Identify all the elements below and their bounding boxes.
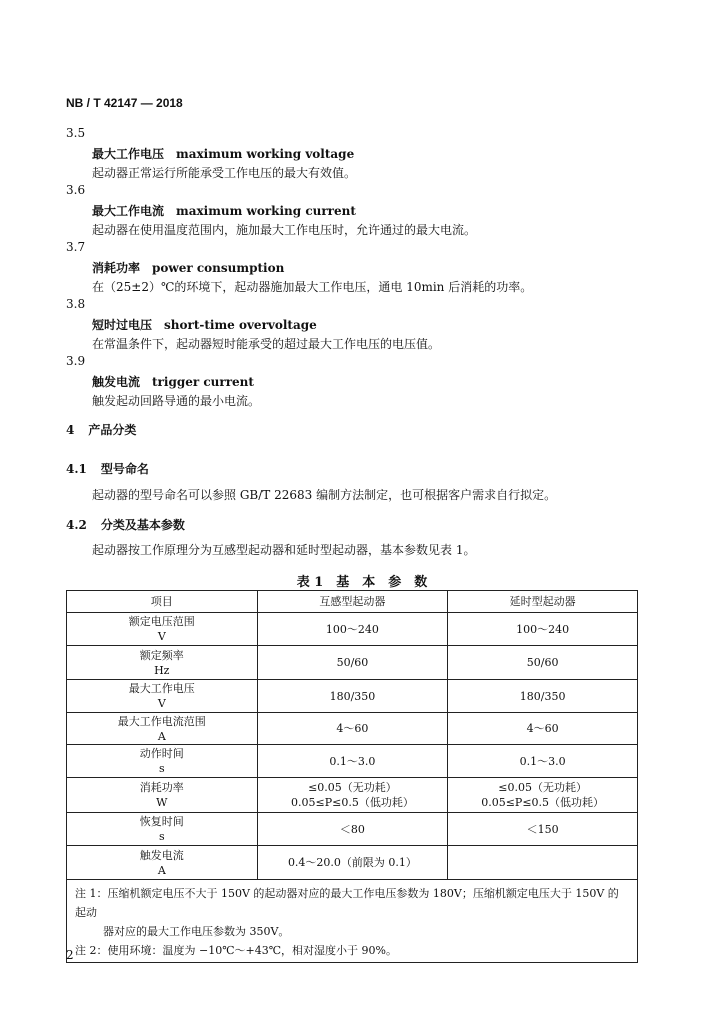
delay-cell <box>448 778 638 813</box>
item-label: 额定频率 <box>139 648 184 662</box>
table-notes <box>67 880 638 963</box>
subsection-heading <box>66 516 185 533</box>
term-definition: 在（25±2）℃的环境下，起动器施加最大工作电压，通电 10min 后消耗的功率。 <box>92 280 533 294</box>
section-number: 3.9 <box>66 354 86 368</box>
item-unit: W <box>156 796 168 809</box>
term-definition: 起动器在使用温度范围内，施加最大工作电压时，允许通过的最大电流。 <box>92 223 477 237</box>
term-zh: 短时过电压 <box>92 318 153 332</box>
item-label: 额定电压范围 <box>128 615 195 628</box>
page-number: 2 <box>66 948 74 962</box>
parameters-table <box>66 590 638 963</box>
item-cell <box>67 713 258 745</box>
item-unit: s <box>158 830 165 843</box>
item-label: 最大工作电流范围 <box>117 714 206 728</box>
mutual-cell: 4～60 <box>257 713 448 745</box>
term-zh: 最大工作电压 <box>92 147 165 161</box>
delay-cell: 50/60 <box>448 646 638 680</box>
table-header-row <box>67 591 638 613</box>
delay-cell: 100～240 <box>448 613 638 646</box>
section-number: 3.5 <box>66 126 86 140</box>
value-line: 0.05≤P≤0.5（低功耗） <box>291 796 414 809</box>
term-zh: 触发电流 <box>92 375 141 389</box>
subsection-title: 分类及基本参数 <box>100 518 185 532</box>
mutual-cell: 180/350 <box>257 680 448 713</box>
item-cell <box>67 680 258 713</box>
item-unit: V <box>157 697 166 710</box>
item-label: 动作时间 <box>139 747 184 760</box>
term-zh: 最大工作电流 <box>92 204 165 218</box>
item-cell <box>67 745 258 778</box>
item-cell <box>67 846 258 880</box>
item-cell <box>67 778 258 813</box>
term-definition: 触发起动回路导通的最小电流。 <box>92 394 261 408</box>
delay-cell <box>448 846 638 880</box>
term-title <box>92 373 254 390</box>
table-row <box>67 680 638 713</box>
table-row <box>67 846 638 880</box>
table-caption: 表 1 基 本 参 数 <box>296 575 428 590</box>
mutual-cell: 0.4～20.0（前限为 0.1） <box>257 846 448 880</box>
paragraph: 起动器按工作原理分为互感型起动器和延时型起动器，基本参数见表 1。 <box>92 543 476 557</box>
item-cell <box>67 646 258 680</box>
table-notes-row <box>67 880 638 963</box>
item-label: 最大工作电压 <box>128 682 195 695</box>
mutual-cell: 50/60 <box>257 646 448 680</box>
section-number: 3.6 <box>66 183 86 197</box>
table-row <box>67 613 638 646</box>
table-row <box>67 646 638 680</box>
mutual-cell: 100～240 <box>257 613 448 646</box>
table-row <box>67 745 638 778</box>
mutual-cell: 0.1～3.0 <box>257 745 448 778</box>
paragraph: 起动器的型号命名可以参照 GB/T 22683 编制方法制定，也可根据客户需求自行拟定。 <box>92 488 557 502</box>
table-row <box>67 778 638 813</box>
note-1: 注 1：压缩机额定电压不大于 150V 的起动器对应的最大工作电压参数为 180V；压缩机额定电压大于 150V 的起动 <box>75 887 619 919</box>
delay-cell: ＜150 <box>448 813 638 846</box>
term-title <box>92 316 317 333</box>
term-en: trigger current <box>152 375 254 389</box>
mutual-cell: ＜80 <box>257 813 448 846</box>
term-title <box>92 145 354 162</box>
subsection-number: 4.1 <box>66 462 87 476</box>
chapter-number: 4 <box>66 423 75 437</box>
chapter-heading <box>66 421 136 438</box>
document-header: NB / T 42147 — 2018 <box>66 96 183 110</box>
subsection-number: 4.2 <box>66 518 87 532</box>
item-unit: A <box>157 863 166 877</box>
note-2: 注 2：使用环境：温度为 −10℃～+43℃，相对湿度小于 90%。 <box>75 944 397 957</box>
item-cell <box>67 813 258 846</box>
item-unit: Hz <box>154 663 170 677</box>
chapter-title: 产品分类 <box>88 423 137 437</box>
item-cell <box>67 613 258 646</box>
note-1-continued: 器对应的最大工作电压参数为 350V。 <box>103 925 290 938</box>
term-en: maximum working voltage <box>176 147 355 161</box>
subsection-title: 型号命名 <box>100 462 149 476</box>
value-line: ≤0.05（无功耗） <box>308 781 397 794</box>
section-number: 3.7 <box>66 240 86 254</box>
mutual-cell <box>257 778 448 813</box>
item-unit: V <box>157 630 166 643</box>
section-number: 3.8 <box>66 297 86 311</box>
table-row <box>67 813 638 846</box>
value-line: ≤0.05（无功耗） <box>498 781 587 794</box>
table-row <box>67 713 638 745</box>
header-cell: 项目 <box>67 591 258 613</box>
term-zh: 消耗功率 <box>92 261 141 275</box>
item-label: 触发电流 <box>139 848 184 862</box>
term-en: short-time overvoltage <box>164 318 317 332</box>
item-unit: A <box>157 729 166 743</box>
item-unit: s <box>158 762 165 775</box>
item-label: 消耗功率 <box>139 781 184 794</box>
term-definition: 在常温条件下，起动器短时能承受的超过最大工作电压的电压值。 <box>92 337 441 351</box>
value-line: 0.05≤P≤0.5（低功耗） <box>481 796 605 809</box>
header-cell: 互感型起动器 <box>257 591 448 613</box>
item-label: 恢复时间 <box>139 815 184 828</box>
term-en: maximum working current <box>176 204 356 218</box>
term-en: power consumption <box>152 261 285 275</box>
header-cell: 延时型起动器 <box>448 591 638 613</box>
delay-cell: 4～60 <box>448 713 638 745</box>
term-title <box>92 202 356 219</box>
delay-cell: 180/350 <box>448 680 638 713</box>
subsection-heading <box>66 460 149 477</box>
delay-cell: 0.1～3.0 <box>448 745 638 778</box>
term-definition: 起动器正常运行所能承受工作电压的最大有效值。 <box>92 166 357 180</box>
term-title <box>92 259 284 276</box>
